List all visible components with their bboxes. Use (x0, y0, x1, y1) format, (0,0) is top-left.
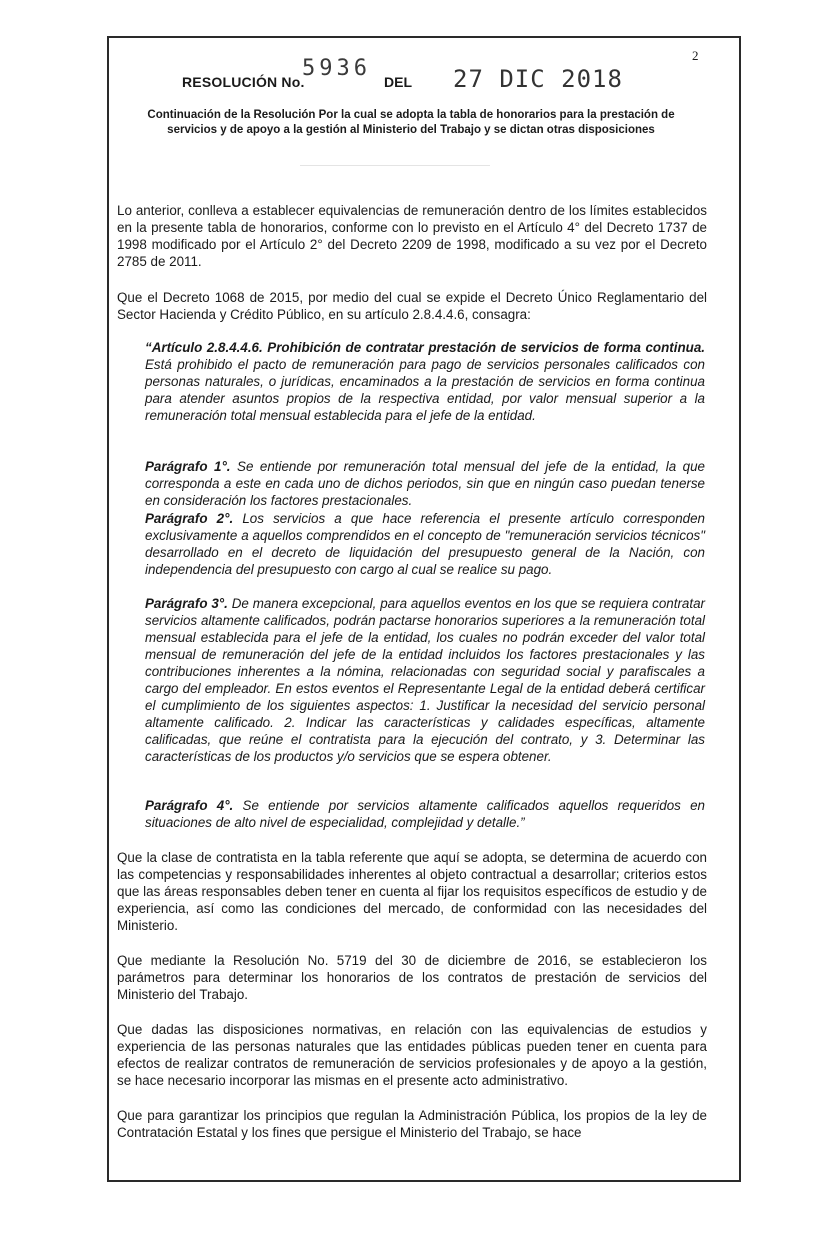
del-label: DEL (384, 74, 412, 90)
page-number: 2 (692, 48, 699, 63)
paragraph-clase-contratista: Que la clase de contratista en la tabla referente que aquí se adopta, se determina de acuerdo con las competencias y responsabilidades inherentes al objeto contractual a desarrollar; criterios estos que las áreas responsables deben tener en cuenta al fijar los requisitos específicos de estudio y de experiencia, así como las condiciones del mercado, de conformidad con las necesidades del Ministerio. (117, 850, 707, 933)
quote-paragrafo-2 (145, 510, 705, 578)
resolution-label: RESOLUCIÓN No. (182, 74, 305, 90)
quote-paragrafo-3 (145, 595, 705, 765)
paragrafo-2-text: Los servicios a que hace referencia el presente artículo corresponden exclusivamente a aquellos comprendidos en el concepto de "remuneración servicios técnicos" desarrollado en el decreto de liquidación del presupuesto general de la Nación, con independencia del presupuesto con cargo al cual se realice su pago. (145, 511, 705, 577)
paragraph-disposiciones: Que dadas las disposiciones normativas, en relación con las equivalencias de estudios y experiencia de las personas naturales que las entidades públicas pueden tener en cuenta para efectos de realizar contratos de remuneración de servicios profesionales y de apoyo a la gestión, se hace necesario incorporar las mismas en el presente acto administrativo. (117, 1022, 707, 1088)
paragrafo-3-text: De manera excepcional, para aquellos eventos en los que se requiera contratar servicios altamente calificados, podrán pactarse honorarios superiores a la remuneración total mensual establecida para el jefe de la entidad, los cuales no podrán exceder del valor total mensual de remuneración del jefe de la entidad incluidos los factores prestacionales y las contribuciones inherentes a la nómina, relacionadas con seguridad social y parafiscales a cargo del empleador. En estos eventos el Representante Legal de la entidad deberá certificar el cumplimiento de los siguientes aspectos: 1. Justificar la necesidad del servicio personal altamente calificado. 2. Indicar las características y calidades específicas, altamente calificadas, que reúne el contratista para la ejecución del contrato, y 3. Determinar las características de los productos y/o servicios que se espera obtener. (145, 596, 705, 764)
paragrafo-2-heading: Parágrafo 2°. (145, 511, 234, 526)
resolution-date-stamp: 27 DIC 2018 (453, 65, 623, 93)
paragraph-resolucion-5719: Que mediante la Resolución No. 5719 del 30 de diciembre de 2016, se establecieron los parámetros para determinar los honorarios de los contratos de prestación de servicios del Ministerio del Trabajo. (117, 953, 707, 1002)
resolution-number: 5936 (302, 56, 371, 81)
paragrafo-3-heading: Parágrafo 3°. (145, 596, 228, 611)
quote-articulo (145, 339, 705, 424)
paragraph-principios: Que para garantizar los principios que regulan la Administración Pública, los propios de la ley de Contratación Estatal y los fines que persigue el Ministerio del Trabajo, se hace (117, 1108, 707, 1140)
quote-paragrafo-4 (145, 797, 705, 831)
paragrafo-4-text: Se entiende por servicios altamente calificados aquellos requeridos en situaciones de alto nivel de especialidad, complejidad y detalle.” (145, 798, 705, 830)
resolution-subtitle: Continuación de la Resolución Por la cual se adopta la tabla de honorarios para la prestación de servicios y de apoyo a la gestión al Ministerio del Trabajo y se dictan otras disposiciones (147, 109, 675, 136)
paragrafo-4-heading: Parágrafo 4°. (145, 798, 234, 813)
quote-articulo-heading: “Artículo 2.8.4.4.6. Prohibición de contratar prestación de servicios de forma continua. (145, 340, 705, 355)
paragraph-equivalencias: Lo anterior, conlleva a establecer equivalencias de remuneración dentro de los límites establecidos en la presente tabla de honorarios, conforme con lo previsto en el Artículo 4° del Decreto 1737 de 1998 modificado por el Artículo 2° del Decreto 2209 de 1998, modificado a su vez por el Decreto 2785 de 2011. (117, 203, 707, 269)
paragrafo-1-text: Se entiende por remuneración total mensual del jefe de la entidad, la que corresponda a este en cada uno de dichos periodos, sin que en ningún caso puedan tenerse en consideración los factores prestacionales. (145, 459, 705, 508)
quote-paragrafo-1 (145, 458, 705, 509)
paragraph-decreto-1068: Que el Decreto 1068 de 2015, por medio del cual se expide el Decreto Único Reglamentario del Sector Hacienda y Crédito Público, en su artículo 2.8.4.4.6, consagra: (117, 290, 707, 322)
scan-artifact (300, 165, 490, 166)
paragrafo-1-heading: Parágrafo 1°. (145, 459, 231, 474)
quote-articulo-text: Está prohibido el pacto de remuneración para pago de servicios personales calificados con personas naturales, o jurídicas, encaminados a la prestación de servicios en forma continua para atender asuntos propios de la respectiva entidad, por valor mensual superior a la remuneración total mensual establecida para el jefe de la entidad. (145, 357, 705, 423)
